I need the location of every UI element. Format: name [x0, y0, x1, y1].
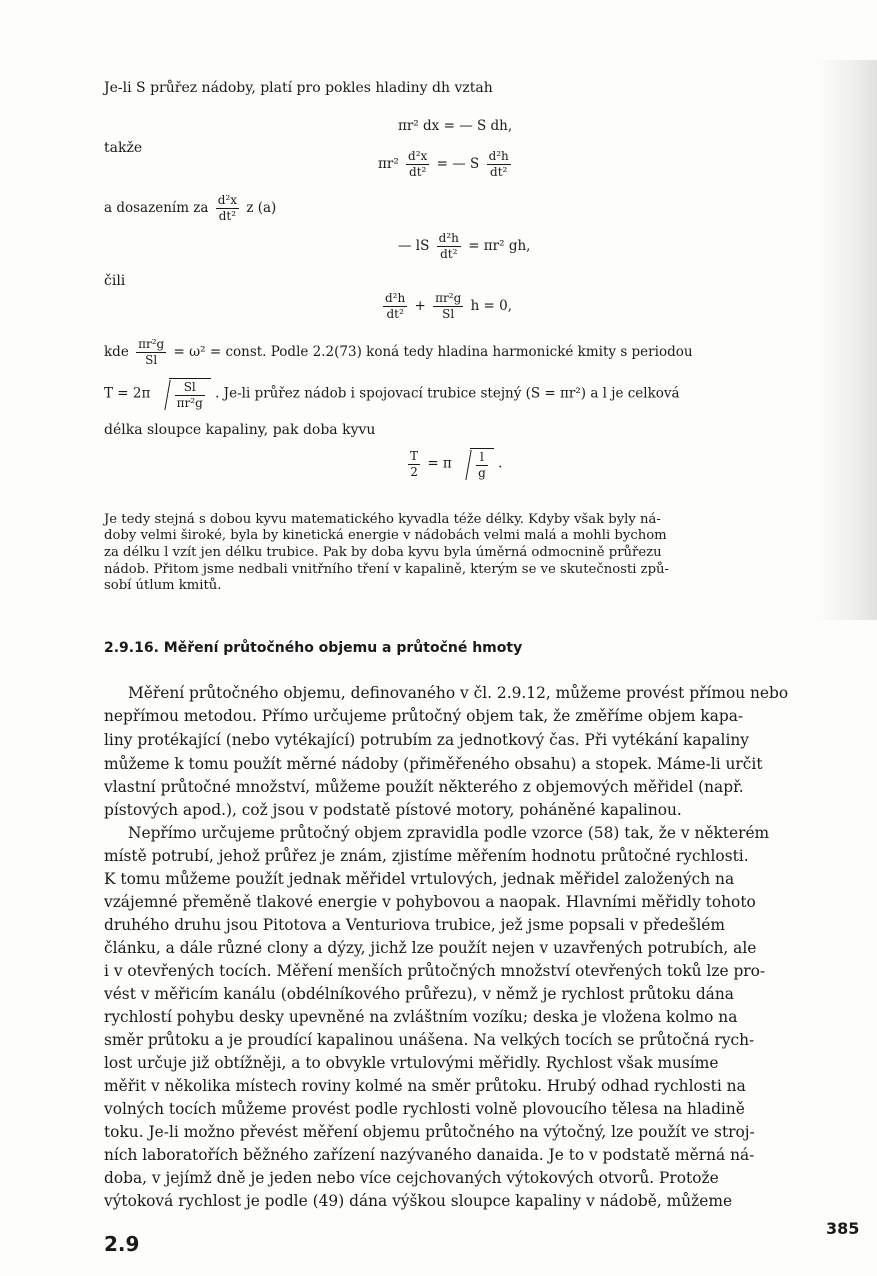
body-line: lost určuje již obtížněji, a to obvykle vrtulovými měřidly. Rychlost však musíme [104, 1054, 719, 1072]
equation-4: $\frac{\text{d²h}}{\text{dt²}}$ + $\frac{\text{πr²g}}{Sl}$ h = 0, [385, 291, 513, 322]
body-line: toku. Je-li možno převést měření objemu průtočného na výtočný, lze použít ve stroj- [104, 1123, 755, 1141]
body-line: Měření průtočného objemu, definovaného v čl. 2.9.12, můžeme provést přímou nebo [128, 684, 789, 702]
intro-line: Je-li S průřez nádoby, platí pro pokles hladiny dh vztah [104, 80, 493, 96]
body-line: liny protékající (nebo vytékající) potrubím za jednotkový čas. Při vytékání kapaliny [104, 731, 749, 749]
period-line: T = 2π $\frac{Sl}{\text{πr²g}}$ . Je-li průřez nádob i spojovací trubice stejný (S = πr²) a l je celková [104, 380, 680, 411]
body-line: nepřímou metodou. Přímo určujeme průtočný objem tak, že změříme objem kapa- [104, 707, 744, 725]
body-line: měřit v několika místech roviny kolmé na směr průtoku. Hrubý odhad rychlosti na [104, 1077, 746, 1095]
small-para-line: nádob. Přitom jsme nedbali vnitřního tření v kapalině, kterým se ve skutečnosti způ- [104, 562, 669, 577]
small-para-line: sobí útlum kmitů. [104, 578, 222, 593]
equation-1: πr² dx = — S dh, [398, 118, 513, 134]
small-para-line: Je tedy stejná s dobou kyvu matematického kyvadla téže délky. Kdyby však byly ná- [104, 512, 661, 527]
body-line: směr průtoku a je proudící kapalinou unášena. Na velkých tocích se průtočná rych- [104, 1031, 755, 1049]
body-line: vzájemné přeměně tlakové energie v pohybovou a naopak. Hlavními měřidly tohoto [104, 893, 756, 911]
body-line: článku, a dále různé clony a dýzy, jichž lze použít nejen v uzavřených potrubích, ale [104, 939, 757, 957]
chapter-number: 2.9 [104, 1232, 140, 1256]
body-line: výtoková rychlost je podle (49) dána výškou sloupce kapaliny v nádobě, můžeme [104, 1192, 733, 1210]
section-heading: 2.9.16. Měření průtočného objemu a průtočné hmoty [104, 640, 523, 656]
body-line: K tomu můžeme použít jednak měřidel vrtulových, jednak měřidel založených na [104, 870, 735, 888]
kde-line: kde $\frac{\text{πr²g}}{Sl}$ = ω² = const. Podle 2.2(73) koná tedy hladina harmonické kmity s periodou [104, 337, 693, 368]
body-line: i v otevřených tocích. Měření menších průtočných množství otevřených toků lze pro- [104, 962, 766, 980]
small-para-line: doby velmi široké, byla by kinetická energie v nádobách velmi malá a mohli bychom [104, 528, 667, 543]
body-line: pístových apod.), což jsou v podstatě pístové motory, poháněné kapalinou. [104, 801, 682, 819]
equation-2: πr² $\frac{\text{d²x}}{\text{dt²}}$ = — S $\frac{\text{d²h}}{\text{dt²}}$ [378, 149, 509, 180]
body-line: můžeme k tomu použít měrné nádoby (přiměřeného obsahu) a stopek. Máme-li určit [104, 755, 763, 773]
label-takze: takže [104, 140, 143, 156]
body-line: rychlostí pohybu desky upevněné na zvláštním vozíku; deska je vložena kolmo na [104, 1008, 738, 1026]
body-line: Nepřímo určujeme průtočný objem zpravidla podle vzorce (58) tak, že v některém [128, 824, 770, 842]
small-para-line: za délku l vzít jen délku trubice. Pak by doba kyvu byla úměrná odmocnině průřezu [104, 545, 662, 560]
body-line: doba, v jejímž dně je jeden nebo více cejchovaných výtokových otvorů. Protože [104, 1169, 719, 1187]
equation-3: — lS $\frac{\text{d²h}}{\text{dt²}}$ = πr² gh, [398, 231, 531, 262]
body-line: druhého druhu jsou Pitotova a Venturiova trubice, jež jsme popsali v předešlém [104, 916, 725, 934]
page-number: 385 [826, 1219, 860, 1238]
body-line: ních laboratořích běžného zařízení nazývaného danaida. Je to v podstatě měrná ná- [104, 1146, 755, 1164]
body-line: volných tocích můžeme provést podle rychlosti volně plovoucího tělesa na hladině [104, 1100, 745, 1118]
body-line: vést v měřicím kanálu (obdélníkového průřezu), v němž je rychlost průtoku dána [104, 985, 734, 1003]
bleed-through-shadow [817, 60, 877, 620]
equation-5: $\frac{T}{2}$ = π $\frac{l}{g}$ . [410, 448, 503, 481]
label-cili: čili [104, 273, 126, 289]
dosazenim-line: a dosazením za $\frac{\text{d²x}}{\text{dt²}}$ z (a) [104, 193, 277, 224]
body-line: místě potrubí, jehož průřez je znám, zjistíme měřením hodnotu průtočné rychlosti. [104, 847, 749, 865]
delka-line: délka sloupce kapaliny, pak doba kyvu [104, 422, 376, 438]
body-line: vlastní průtočné množství, můžeme použít některého z objemových měřidel (např. [104, 778, 744, 796]
